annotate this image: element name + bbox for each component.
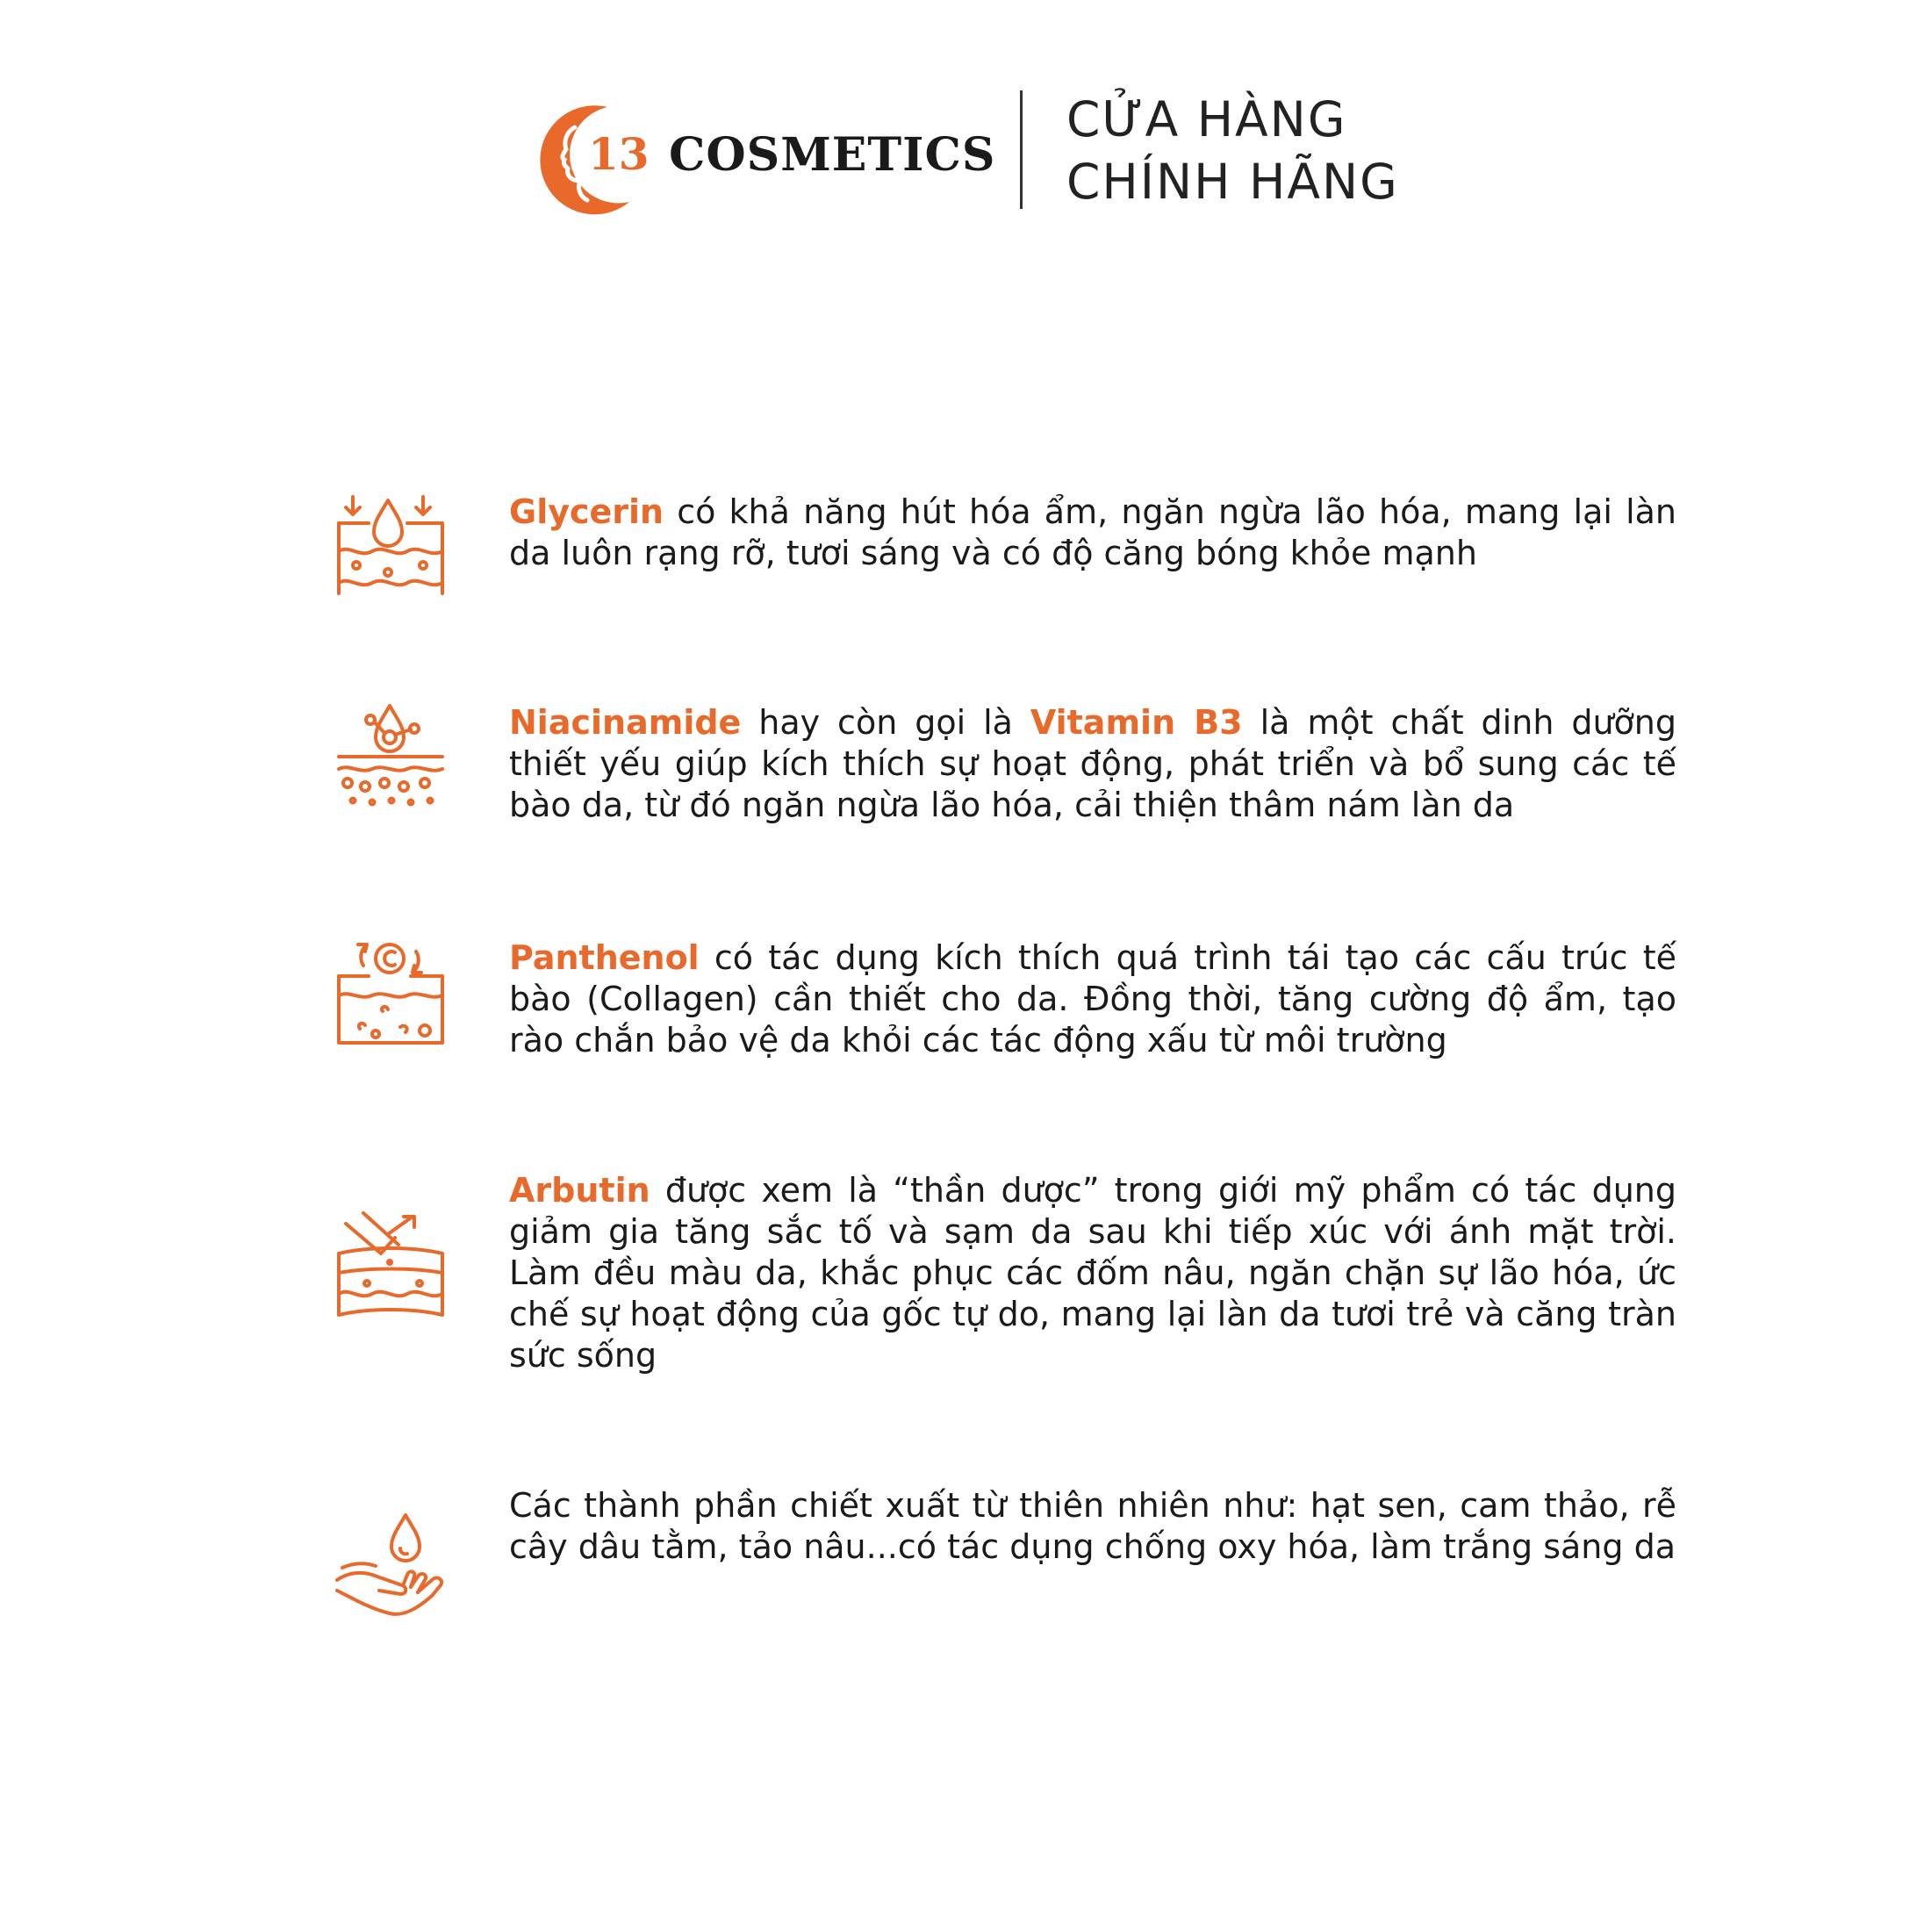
ingredient-description: có khả năng hút hóa ẩm, ngăn ngừa lão hóa, mang lại làn da luôn rạng rỡ, tươi sáng và có độ căng bóng khỏe mạnh [509, 492, 1676, 572]
ingredient-alias: Vitamin B3 [1030, 703, 1243, 742]
ingredient-text [509, 492, 1676, 574]
skin-molecule-drop-icon [334, 702, 448, 816]
store-label-line-1: CỬA HÀNG [1066, 91, 1347, 147]
hand-drop-icon [334, 1510, 448, 1624]
ingredient-text: Các thành phần chiết xuất từ thiên nhiên như: hạt sen, cam thảo, rễ cây dâu tằm, tảo nâu...có tác dụng chống oxy hóa, làm trắng sáng da [509, 1486, 1676, 1566]
logo-number: 13 [588, 128, 650, 180]
ingredient-description: được xem là “thần dược” trong giới mỹ phẩm có tác dụng giảm gia tăng sắc tố và sạm da sau khi tiếp xúc với ánh mặt trời. Làm đều màu da, khắc phục các đốm nâu, ngăn chặn sự lão hóa, ức chế sự hoạt động của gốc tự do, mang lại làn da tươi trẻ và căng tràn sức sống [509, 1171, 1676, 1375]
ingredient-description: có tác dụng kích thích quá trình tái tạo các cấu trúc tế bào (Collagen) cần thiết cho da. Đồng thời, tăng cường độ ẩm, tạo rào chắn bảo vệ da khỏi các tác động xấu từ môi trường [509, 938, 1676, 1059]
ingredient-text [509, 1170, 1676, 1376]
brand-header [524, 88, 1446, 219]
ingredient-description-cont: là một chất dinh dưỡng thiết yếu giúp kích thích sự hoạt động, phát triển và bổ sung các tế bào da, từ đó ngăn ngừa lão hóa, cải thiện thâm nám làn da [509, 703, 1676, 824]
skin-moisture-drop-icon [334, 492, 448, 606]
ingredient-description: hay còn gọi là [741, 703, 1030, 742]
logo-name: COSMETICS [669, 128, 996, 182]
ingredient-name: Glycerin [509, 492, 664, 531]
ingredient-name: Arbutin [509, 1171, 650, 1210]
ingredient-text [509, 702, 1676, 826]
header-divider [1020, 90, 1023, 209]
collagen-skin-icon [334, 937, 448, 1052]
skin-uv-reflect-icon [334, 1210, 448, 1324]
ingredient-text [509, 937, 1676, 1061]
store-label-line-2: CHÍNH HÃNG [1066, 154, 1399, 210]
ingredient-name: Niacinamide [509, 703, 742, 742]
ingredient-name: Panthenol [509, 938, 700, 977]
